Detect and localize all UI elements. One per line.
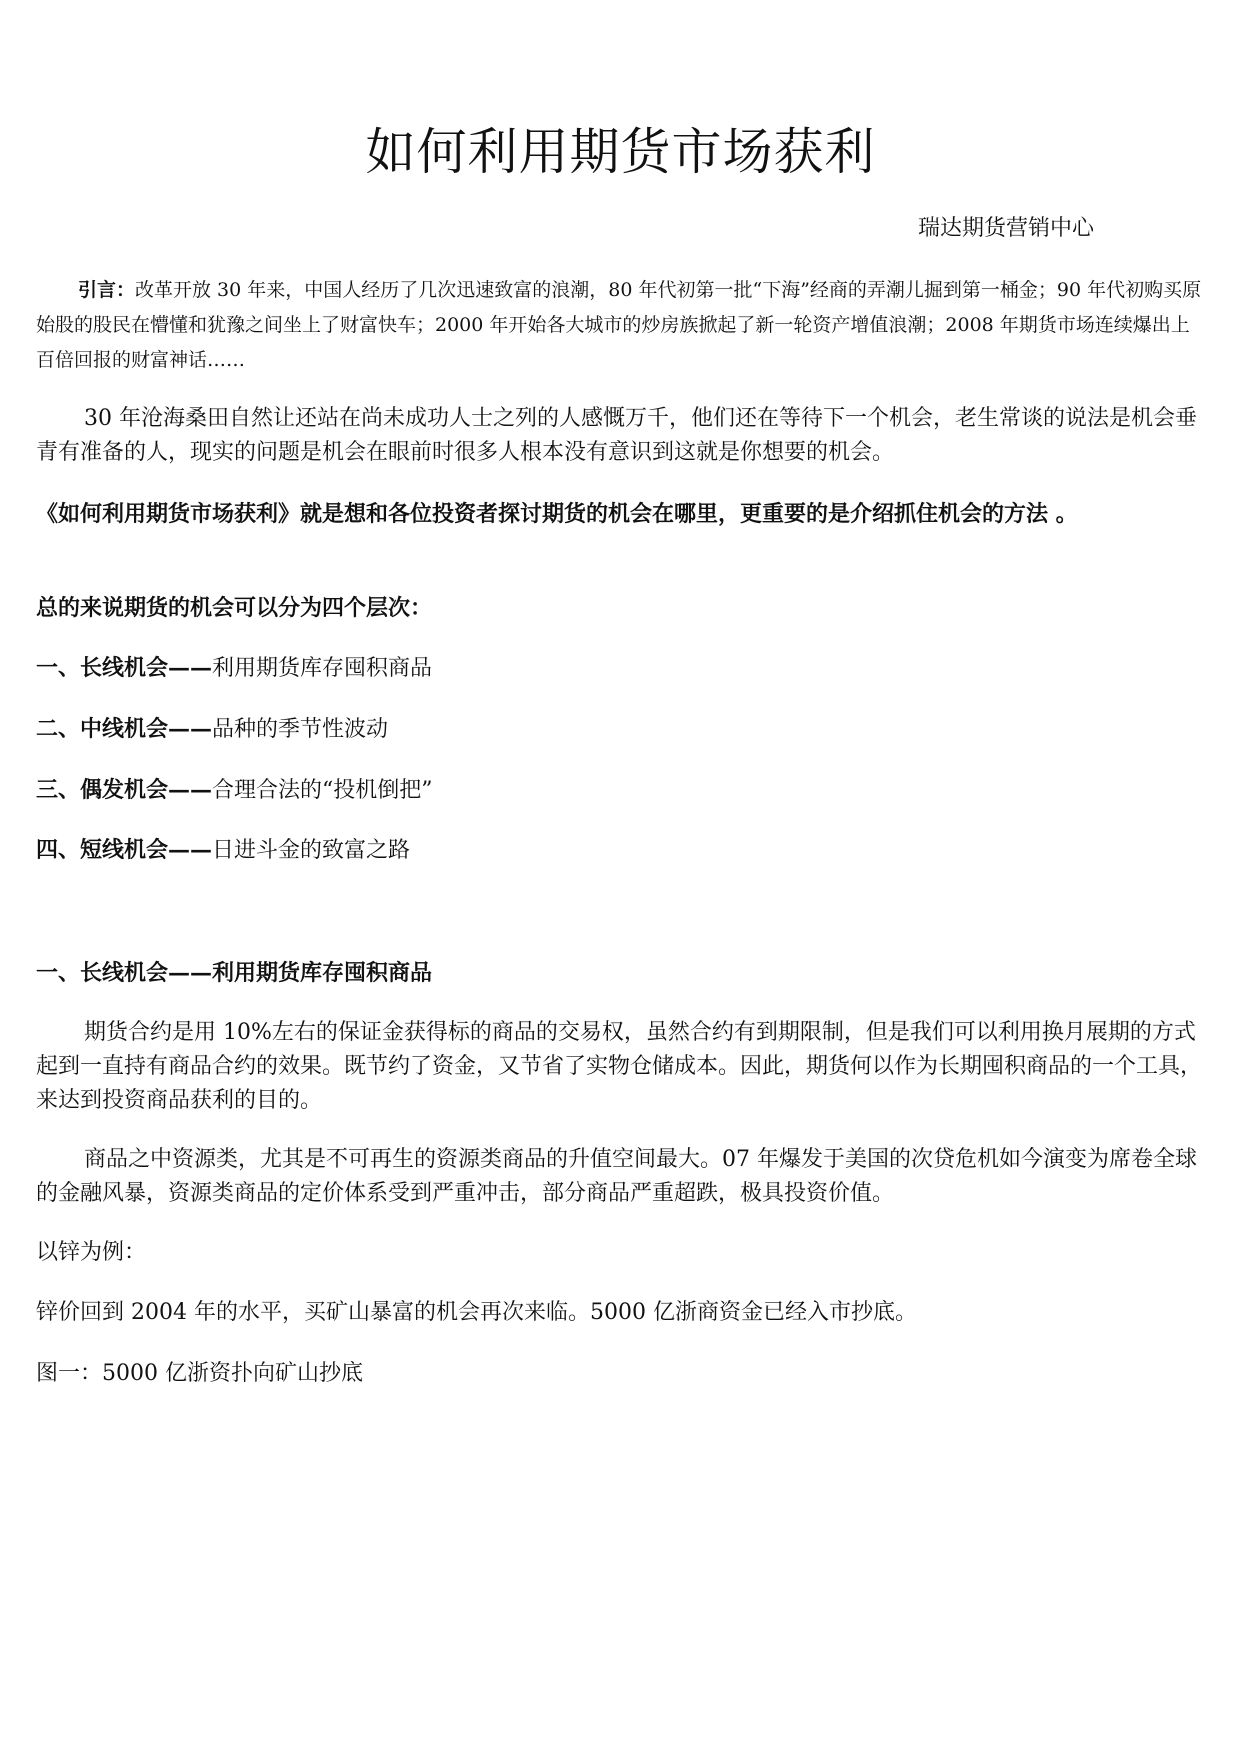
section-heading: 一、长线机会——利用期货库存囤积商品 [36,960,433,986]
intro-paragraph [36,273,1206,378]
level-text: 日进斗金的致富之路 [212,838,411,863]
intro-label: 引言： [78,279,136,301]
level-text: 品种的季节性波动 [212,717,389,742]
paragraph-futures-contract: 期货合约是用 10%左右的保证金获得标的商品的交易权，虽然合约有到期限制，但是我们可以利用换月展期的方式起到一直持有商品合约的效果。既节约了资金，又节省了实物仓储成本。因此，期货何以作为长期囤积商品的一个工具，来达到投资商品获利的目的。 [36,1020,1203,1113]
paragraph-opportunity: 30 年沧海桑田自然让还站在尚未成功人士之列的人感慨万千，他们还在等待下一个机会，老生常谈的说法是机会垂青有准备的人，现实的问题是机会在眼前时很多人根本没有意识到这就是你想要的机会。 [36,406,1197,465]
level-item-short-term [36,833,410,868]
level-text: 合理合法的“投机倒把” [212,778,433,803]
zinc-paragraph: 锌价回到 2004 年的水平，买矿山暴富的机会再次来临。5000 亿浙商资金已经入市抄底。 [36,1300,917,1325]
paragraph-resources: 商品之中资源类，尤其是不可再生的资源类商品的升值空间最大。07 年爆发于美国的次贷危机如今演变为席卷全球的金融风暴，资源类商品的定价体系受到严重冲击，部分商品严重超跌，极具投资价值。 [36,1147,1197,1206]
level-label: 二、中线机会—— [36,716,213,742]
book-intro: 《如何利用期货市场获利》就是想和各位投资者探讨期货的机会在哪里，更重要的是介绍抓住机会的方法 。 [36,501,1078,527]
figure-caption: 图一：5000 亿浙资扑向矿山抄底 [36,1361,363,1386]
example-label: 以锌为例： [36,1240,147,1265]
intro-text: 改革开放 30 年来，中国人经历了几次迅速致富的浪潮，80 年代初第一批“下海”经商的弄潮儿掘到第一桶金；90 年代初购买原始股的股民在懵懂和犹豫之间坐上了财富快车；2000 年开始各大城市的炒房族掀起了新一轮资产增值浪潮；2008 年期货市场连续爆出上百倍回报的财富神话…… [36,279,1202,371]
document-title: 如何利用期货市场获利 [365,123,876,181]
level-item-long-term [36,651,432,686]
levels-summary: 总的来说期货的机会可以分为四个层次： [36,595,433,621]
level-label: 四、短线机会—— [36,837,213,863]
level-label: 三、偶发机会—— [36,777,213,803]
level-item-mid-term [36,712,388,747]
level-text: 利用期货库存囤积商品 [212,656,433,681]
level-item-occasional [36,773,433,808]
level-label: 一、长线机会—— [36,655,213,681]
organization-name: 瑞达期货营销中心 [918,216,1095,241]
